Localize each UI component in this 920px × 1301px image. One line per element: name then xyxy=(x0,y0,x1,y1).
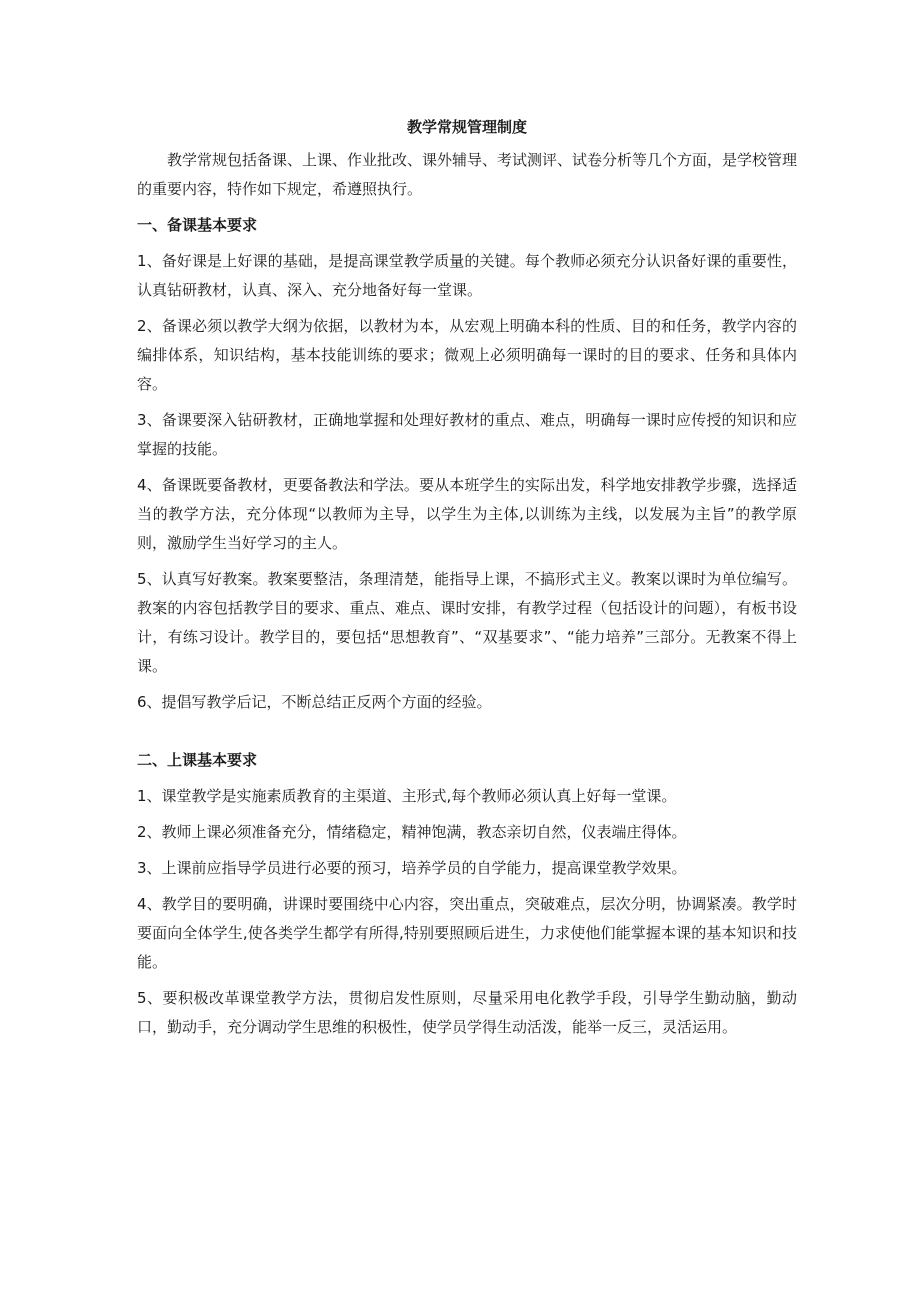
section-1-item-3: 3、备课要深入钻研教材，正确地掌握和处理好教材的重点、难点，明确每一课时应传授的知识和应掌握的技能。 xyxy=(137,411,797,458)
section-2-item-3: 3、上课前应指导学员进行必要的预习，培养学员的自学能力，提高课堂教学效果。 xyxy=(137,859,687,877)
section-spacer xyxy=(137,724,797,746)
document-body xyxy=(137,112,797,1049)
section-2-item-5: 5、要积极改革课堂教学方法，贯彻启发性原则，尽量采用电化教学手段，引导学生勤动脑，勤动口，勤动手，充分调动学生思维的积极性，使学员学得生动活泼，能举一反三，灵活运用。 xyxy=(137,989,797,1036)
section-heading-teaching: 二、上课基本要求 xyxy=(137,751,258,769)
section-1-item-6: 6、提倡写教学后记，不断总结正反两个方面的经验。 xyxy=(137,693,492,711)
section-heading-lesson-prep: 一、备课基本要求 xyxy=(137,216,258,234)
section-1-item-5: 5、认真写好教案。教案要整洁，条理清楚，能指导上课，不搞形式主义。教案以课时为单位编写。教案的内容包括教学目的要求、重点、难点、课时安排，有教学过程（包括设计的问题），有板书设计，有练习设计。教学目的，要包括“思想教育”、“双基要求”、“能力培养”三部分。无教案不得上课。 xyxy=(137,570,797,675)
section-1-item-2: 2、备课必须以教学大纲为依据，以教材为本，从宏观上明确本科的性质、目的和任务，教学内容的编排体系，知识结构，基本技能训练的要求；微观上必须明确每一课时的目的要求、任务和具体内容。 xyxy=(137,317,797,393)
section-1-item-4: 4、备课既要备教材，更要备教法和学法。要从本班学生的实际出发，科学地安排教学步骤，选择适当的教学方法，充分体现“以教师为主导，以学生为主体,以训练为主线，以发展为主旨”的教学原则，激励学生当好学习的主人。 xyxy=(137,476,797,552)
section-2-item-4: 4、教学目的要明确，讲课时要围绕中心内容，突出重点，突破难点，层次分明，协调紧凑。教学时要面向全体学生,使各类学生都学有所得,特别要照顾后进生，力求使他们能掌握本课的基本知识和技能。 xyxy=(137,895,797,971)
section-2-item-2: 2、教师上课必须准备充分，情绪稳定，精神饱满，教态亲切自然，仪表端庄得体。 xyxy=(137,823,687,841)
intro-paragraph: 教学常规包括备课、上课、作业批改、课外辅导、考试测评、试卷分析等几个方面，是学校管理的重要内容，特作如下规定，希遵照执行。 xyxy=(137,151,798,198)
section-1-item-1: 1、备好课是上好课的基础，是提高课堂教学质量的关键。每个教师必须充分认识备好课的重要性，认真钻研教材，认真、深入、充分地备好每一堂课。 xyxy=(137,252,797,299)
document-title: 教学常规管理制度 xyxy=(406,118,527,136)
section-2-item-1: 1、课堂教学是实施素质教育的主渠道、主形式,每个教师必须认真上好每一堂课。 xyxy=(137,787,677,805)
